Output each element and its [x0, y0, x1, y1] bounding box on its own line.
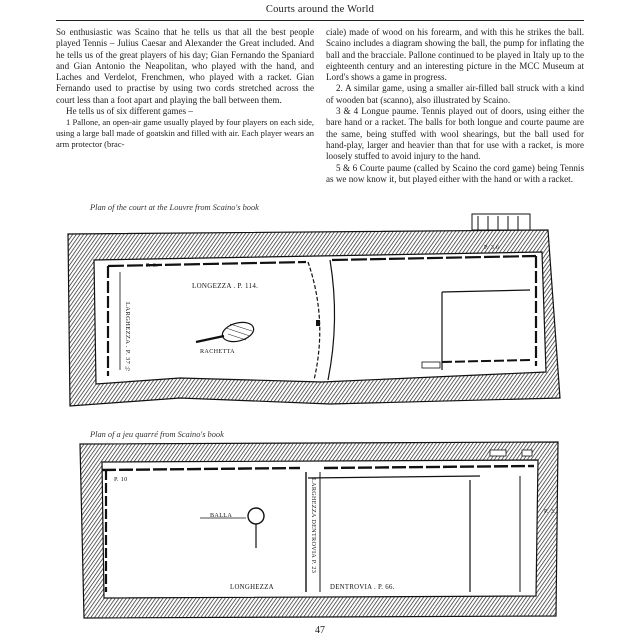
- caption-jeu-quarre-plan: Plan of a jeu quarré from Scaino's book: [90, 430, 224, 439]
- paragraph-bracciale: ciale) made of wood on his forearm, and with this he strikes the ball. Scaino includes a diagram showing the ball, the pump for inflating the ball and the bracciale. Pallone continued to be played in Italy up to the eighteenth century and an interesting picture in the MCC Museum at Lord's shows a game in progress.: [326, 27, 584, 83]
- label-p10: P. 10: [114, 476, 128, 483]
- paragraph-courte-paume: 5 & 6 Courte paume (called by Scaino the cord game) being Tennis as we now know it, but played either with the hand or with a racket.: [326, 162, 584, 184]
- running-head: Courts around the World: [265, 4, 375, 15]
- label-larghezza-dentrovia: LARGHEZZA DENTROVIA P. 23: [310, 478, 317, 574]
- paragraph-six-games: He tells us of six different games –: [66, 106, 193, 117]
- louvre-court-drawing: [60, 210, 580, 420]
- label-longhezza: LONGHEZZA: [230, 584, 274, 591]
- louvre-court-plan: [60, 210, 580, 420]
- label-dentrovia: DENTROVIA . P. 66.: [330, 584, 395, 591]
- paragraph-scanno: 2. A similar game, using a smaller air-filled ball struck with a kind of wooden bat (scanno), also illustrated by Scaino.: [326, 83, 584, 105]
- label-balla: BALLA: [210, 512, 233, 519]
- paragraph-pallone: 1 Pallone, an open-air game usually played by four players on each side, using a large ball made of goatskin and filled with air. Each player wears an arm protector (brac-: [56, 117, 314, 149]
- label-p36: P. 3.6: [484, 244, 500, 251]
- caption-louvre-plan: Plan of the court at the Louvre from Scaino's book: [90, 203, 259, 212]
- label-rachetta: RACHETTA: [200, 348, 235, 355]
- label-p3-right: P. 3.: [544, 508, 556, 515]
- label-longezza: LONGEZZA . P. 114.: [192, 282, 259, 290]
- jeu-quarre-drawing: [60, 436, 580, 622]
- paragraph-longue-paume: 3 & 4 Longue paume. Tennis played out of doors, using either the bare hand or a racket. The balls for both longue and courte paume are the same, being stuffed with wool shearings, but the ball used for hand-play, larger and heavier than that for use with a racket, is more loosely stuffed to avoid injury to the hand.: [326, 106, 584, 162]
- paragraph-enthusiasm: So enthusiastic was Scaino that he tells us that all the best people played Tennis – Julius Caesar and Alexander the Great included. And he tells us of the great players of his day; Gian Fernando the Spaniard and Gian Antonio the Neapolitan, who played with the hand, and Laches and Verdelot, Frenchmen, who played with a racket. Gian Fernando used to practise by using two cords stretched across the court less than a foot apart and playing the ball between them.: [56, 27, 314, 105]
- header-rule: [56, 20, 584, 21]
- right-text-column: [326, 27, 584, 185]
- jeu-quarre-plan: [60, 436, 580, 622]
- left-text-column: [56, 27, 314, 149]
- label-larghezza: LARGHEZZA . P. 37 ½: [124, 302, 131, 374]
- page-number: 47: [315, 625, 325, 636]
- label-p3: P. 3.: [146, 262, 158, 269]
